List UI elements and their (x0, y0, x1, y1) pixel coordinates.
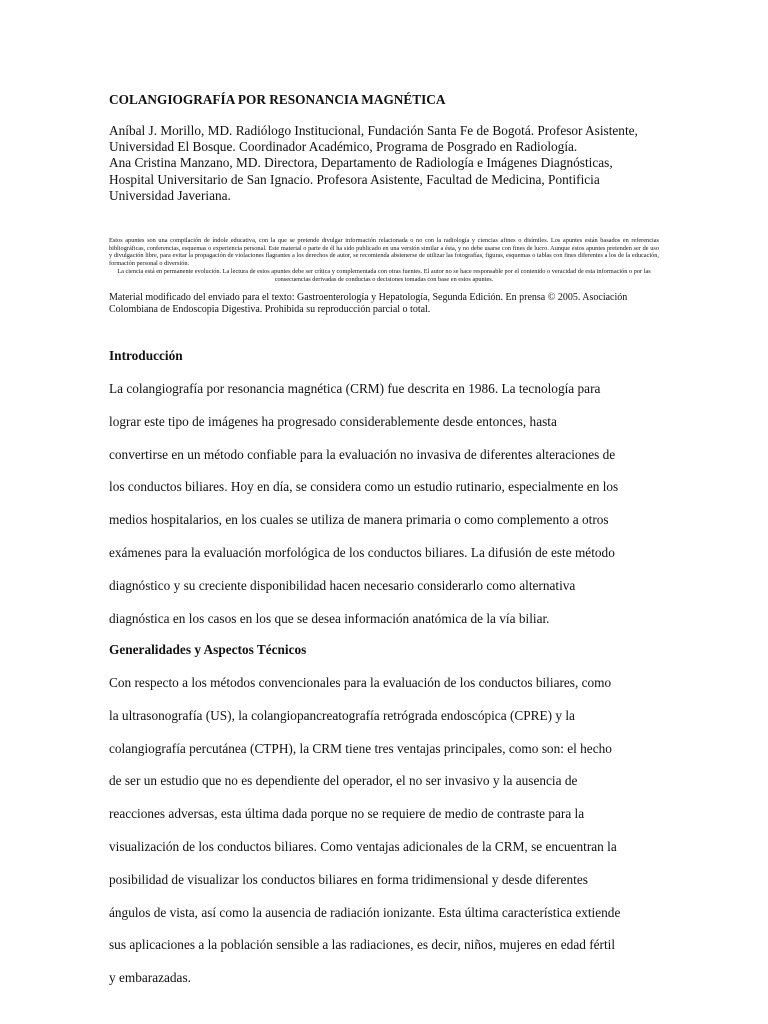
text-line: de ser un estudio que no es dependiente del operador, el no ser invasivo y la ausencia de (109, 773, 578, 789)
text-line: convertirse en un método confiable para la evaluación no invasiva de diferentes alteraciones de (109, 446, 616, 462)
text-line: medios hospitalarios, en los cuales se utiliza de manera primaria o como complemento a otros (109, 512, 609, 528)
section-heading-generalidades: Generalidades y Aspectos Técnicos (109, 642, 307, 657)
author-affiliations (109, 123, 659, 204)
document-title: COLANGIOGRAFÍA POR RESONANCIA MAGNÉTICA (109, 92, 446, 107)
text-line: visualización de los conductos biliares. Como ventajas adicionales de la CRM, se encuentran la (109, 838, 617, 854)
text-line: reacciones adversas, esta última dada porque no se requiere de medio de contraste para la (109, 806, 585, 822)
text-line: posibilidad de visualizar los conductos biliares en forma tridimensional y desde diferentes (109, 871, 588, 887)
disclaimer-usage: Estos apuntes son una compilación de índole educativa, con la que se pretende divulgar información relacionada o no con la radiología y ciencias afines o disímiles. Los apuntes están basados en referencias bibliográficas, conferencias, esquemas o experiencia personal. Este material o parte de él ha sido publicado en una versión similar a ésta, y no debe usarse con fines de lucro. Aunque estos apuntes pretenden ser de uso y divulgación libre, para evitar la propagación de violaciones flagrantes a los derechos de autor, se recomienda abstenerse de utilizar las fotografías, figuras, esquemas o tablas con fines diferentes a los de la educación, formación personal o diversión. (109, 237, 659, 268)
author-morillo: Aníbal J. Morillo, MD. Radiólogo Institucional, Fundación Santa Fe de Bogotá. Profesor Asistente, Universidad El Bosque. Coordinador Académico, Programa de Posgrado en Radiología. (109, 123, 638, 155)
text-line: diagnóstico y su creciente disponibilidad hacen necesario considerarlo como alternativa (109, 577, 576, 593)
text-line: lograr este tipo de imágenes ha progresado considerablemente desde entonces, hasta (109, 413, 557, 429)
section-body-introduccion (109, 381, 669, 643)
text-line: diagnóstica en los casos en los que se desea información anatómica de la vía biliar. (109, 610, 550, 626)
section-body-generalidades (109, 675, 669, 1003)
section-heading-introduccion: Introducción (109, 348, 183, 363)
text-line: los conductos biliares. Hoy en día, se considera como un estudio rutinario, especialmente en los (109, 479, 619, 495)
disclaimer-liability: La ciencia está en permanente evolución. La lectura de estos apuntes debe ser crítica y complementada con otras fuentes. El autor no se hace responsable por el contenido o veracidad de esta información o por las consecuencias derivadas de conductas o decisiones tomadas con base en estos apuntes. (117, 267, 651, 283)
text-line: ángulos de vista, así como la ausencia de radiación ionizante. Esta última característica extiende (109, 904, 621, 920)
disclaimer (109, 237, 659, 283)
author-manzano: Ana Cristina Manzano, MD. Directora, Departamento de Radiología e Imágenes Diagnósticas, Hospital Universitario de San Ignacio. Profesora Asistente, Facultad de Medicina, Pontificia Universidad Javeriana. (109, 155, 613, 203)
text-line: y embarazadas. (109, 970, 191, 986)
text-line: colangiografía percutánea (CTPH), la CRM tiene tres ventajas principales, como son: el hecho (109, 740, 612, 756)
text-line: la ultrasonografía (US), la colangiopancreatografía retrógrada endoscópica (CPRE) y la (109, 707, 575, 723)
text-line: exámenes para la evaluación morfológica de los conductos biliares. La difusión de este método (109, 544, 615, 560)
text-line: Con respecto a los métodos convencionales para la evaluación de los conductos biliares, como (109, 675, 612, 690)
text-line: sus aplicaciones a la población sensible a las radiaciones, es decir, niños, mujeres en edad fértil (109, 937, 616, 953)
source-note: Material modificado del enviado para el texto: Gastroenterología y Hepatología, Segunda Edición. En prensa © 2005. Asociación Colombiana de Endoscopia Digestiva. Prohibida su reproducción parcial o total. (109, 292, 628, 315)
text-line: La colangiografía por resonancia magnética (CRM) fue descrita en 1986. La tecnología para (109, 381, 601, 396)
